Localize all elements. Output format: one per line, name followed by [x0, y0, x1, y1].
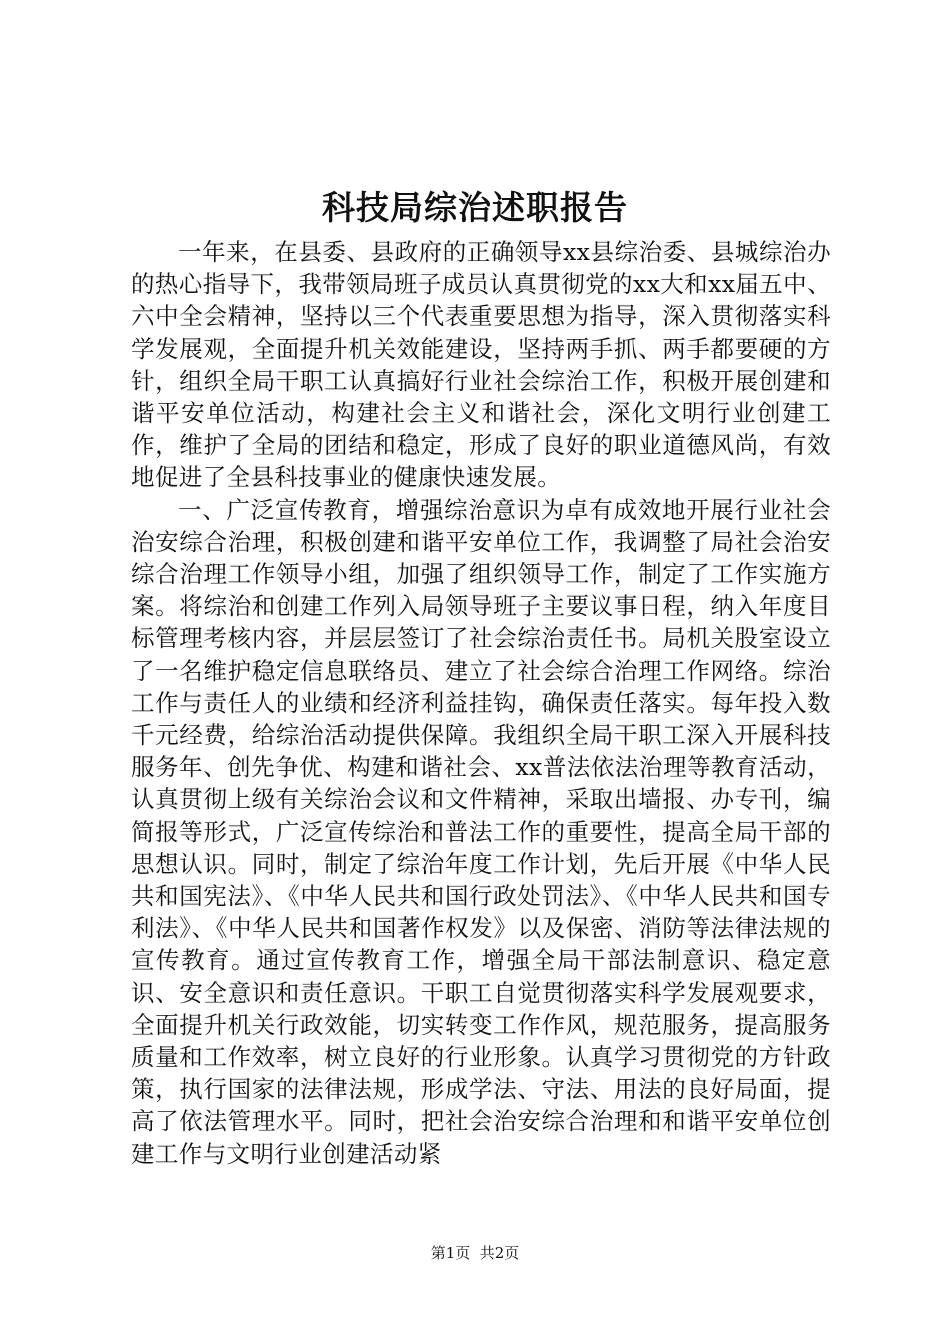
document-body — [131, 236, 831, 1170]
page-number-label: 第1页 共2页 — [430, 1244, 520, 1262]
document-title: 科技局综治述职报告 — [322, 188, 628, 227]
paragraph-intro: 一年来，在县委、县政府的正确领导xx县综治委、县城综治办的热心指导下，我带领局班子成员认真贯彻党的xx大和xx届五中、六中全会精神，坚持以三个代表重要思想为指导，深入贯彻落实科学发展观，全面提升机关效能建设，坚持两手抓、两手都要硬的方针，组织全局干职工认真搞好行业社会综治工作，积极开展创建和谐平安单位活动，构建社会主义和谐社会，深化文明行业创建工作，维护了全局的团结和稳定，形成了良好的职业道德风尚，有效地促进了全县科技事业的健康快速发展。 — [131, 238, 831, 492]
page-footer — [0, 1243, 950, 1263]
paragraph-section-one: 一、广泛宣传教育，增强综治意识为卓有成效地开展行业社会治安综合治理，积极创建和谐平安单位工作，我调整了局社会治安综合治理工作领导小组，加强了组织领导工作，制定了工作实施方案。将综治和创建工作列入局领导班子主要议事日程，纳入年度目标管理考核内容，并层层签订了社会综治责任书。局机关股室设立了一名维护稳定信息联络员、建立了社会综合治理工作网络。综治工作与责任人的业绩和经济利益挂钩，确保责任落实。每年投入数千元经费，给综治活动提供保障。我组织全局干职工深入开展科技服务年、创先争优、构建和谐社会、xx普法依法治理等教育活动，认真贯彻上级有关综治会议和文件精神，采取出墙报、办专刊，编简报等形式，广泛宣传综治和普法工作的重要性，提高全局干部的思想认识。同时，制定了综治年度工作计划，先后开展《中华人民共和国宪法》、《中华人民共和国行政处罚法》、《中华人民共和国专利法》、《中华人民共和国著作权发》以及保密、消防等法律法规的宣传教育。通过宣传教育工作，增强全局干部法制意识、稳定意识、安全意识和责任意识。干职工自觉贯彻落实科学发展观要求，全面提升机关行政效能，切实转变工作作风，规范服务，提高服务质量和工作效率，树立良好的行业形象。认真学习贯彻党的方针政策，执行国家的法律法规，形成学法、守法、用法的良好局面，提高了依法管理水平。同时，把社会治安综合治理和和谐平安单位创建工作与文明行业创建活动紧 — [131, 495, 831, 1168]
